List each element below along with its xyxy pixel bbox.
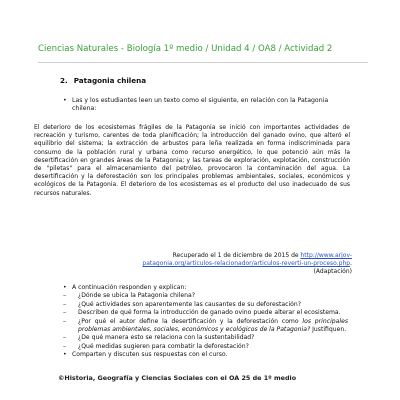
dash-icon: – — [63, 309, 67, 317]
dash-icon: – — [63, 300, 67, 308]
questions-final — [63, 351, 348, 359]
section-number: 2. — [60, 76, 68, 85]
question-list — [63, 292, 348, 351]
questions-final-text: Comparten y discuten sus respuestas con el curso. — [72, 351, 228, 359]
source-adapted-note: (Adaptación) — [313, 268, 352, 276]
bullet-icon: • — [63, 351, 67, 359]
questions-block — [63, 284, 348, 360]
question-item — [63, 309, 348, 317]
section-heading — [60, 76, 146, 85]
dash-icon: – — [63, 334, 67, 342]
question-item — [63, 292, 348, 300]
question-text: ¿Qué actividades son aparentemente las causantes de su deforestación? — [78, 300, 301, 308]
question-text-italic: los principales problemas ambientales, sociales, económicos y ecológicos de la Patagonia? — [78, 317, 348, 334]
question-item — [63, 318, 348, 335]
question-text-suffix: Justifiquen. — [310, 326, 347, 334]
source-link-part2[interactable]: patagonia.org/articulos-relacionador/articulos-reverti-un-proceso.php — [142, 260, 351, 268]
dash-icon: – — [63, 292, 67, 300]
dash-icon: – — [63, 317, 67, 325]
source-link-part1[interactable]: http://www.arjov- — [300, 252, 352, 259]
reading-passage: El deterioro de los ecosistemas frágiles de la Patagonia se inició con importantes actividades de recreación y turismo, carentes de toda planificación; la introducción del ganado ovino, que alteró el equilibrio del sistema; la extracción de arbustos para leña realizada en forma indiscriminada para consumo de la población rural y urbana como recurso energético, lo que potenció aún más la desertificación en grandes áreas de la Patagonia; y las tareas de exploración, explotación, construcción de "piletas" para el almacenamiento del petróleo, provocaron la contaminación del agua. La desertificación y la deforestación son los principales problemas ambientales, sociales, económicos y ecológicos de la Patagonia. El deterioro de los ecosistemas es el producto del uso inadecuado de sus recursos naturales. — [34, 124, 350, 197]
bullet-icon: • — [63, 284, 67, 291]
questions-intro-text: A continuación responden y explican: — [72, 284, 187, 291]
source-suffix: . — [350, 260, 352, 268]
source-prefix: Recuperado el 1 de diciembre de 2015 de — [172, 252, 301, 259]
question-text: ¿De qué manera esto se relaciona con la sustentabilidad? — [78, 334, 255, 342]
page-header-title: Ciencias Naturales - Biología 1º medio / Unidad 4 / OA8 / Actividad 2 — [38, 44, 333, 54]
bullet-icon: • — [63, 97, 67, 104]
question-text: ¿Qué medidas sugieren para combatir la deforestación? — [78, 342, 249, 350]
header-divider — [38, 62, 368, 63]
question-text: Describen de qué forma la introducción de ganado ovino puede alterar el ecosistema. — [78, 309, 341, 317]
question-item — [63, 334, 348, 342]
section-title: Patagonia chilena — [73, 76, 147, 85]
question-item — [63, 343, 348, 351]
page-footer: ©Historia, Geografía y Ciencias Sociales con el OA 25 de 1º medio — [58, 374, 297, 382]
question-item — [63, 301, 348, 309]
question-text: ¿Dónde se ubica la Patagonia chilena? — [78, 292, 196, 300]
dash-icon: – — [63, 342, 67, 350]
source-citation — [92, 252, 352, 277]
question-text-prefix: ¿Por qué el autor define la desertificación y la deforestación como — [78, 317, 303, 325]
intro-bullet-text: Las y los estudiantes leen un texto como el siguiente, en relación con la Patagonia chilena: — [72, 97, 329, 113]
